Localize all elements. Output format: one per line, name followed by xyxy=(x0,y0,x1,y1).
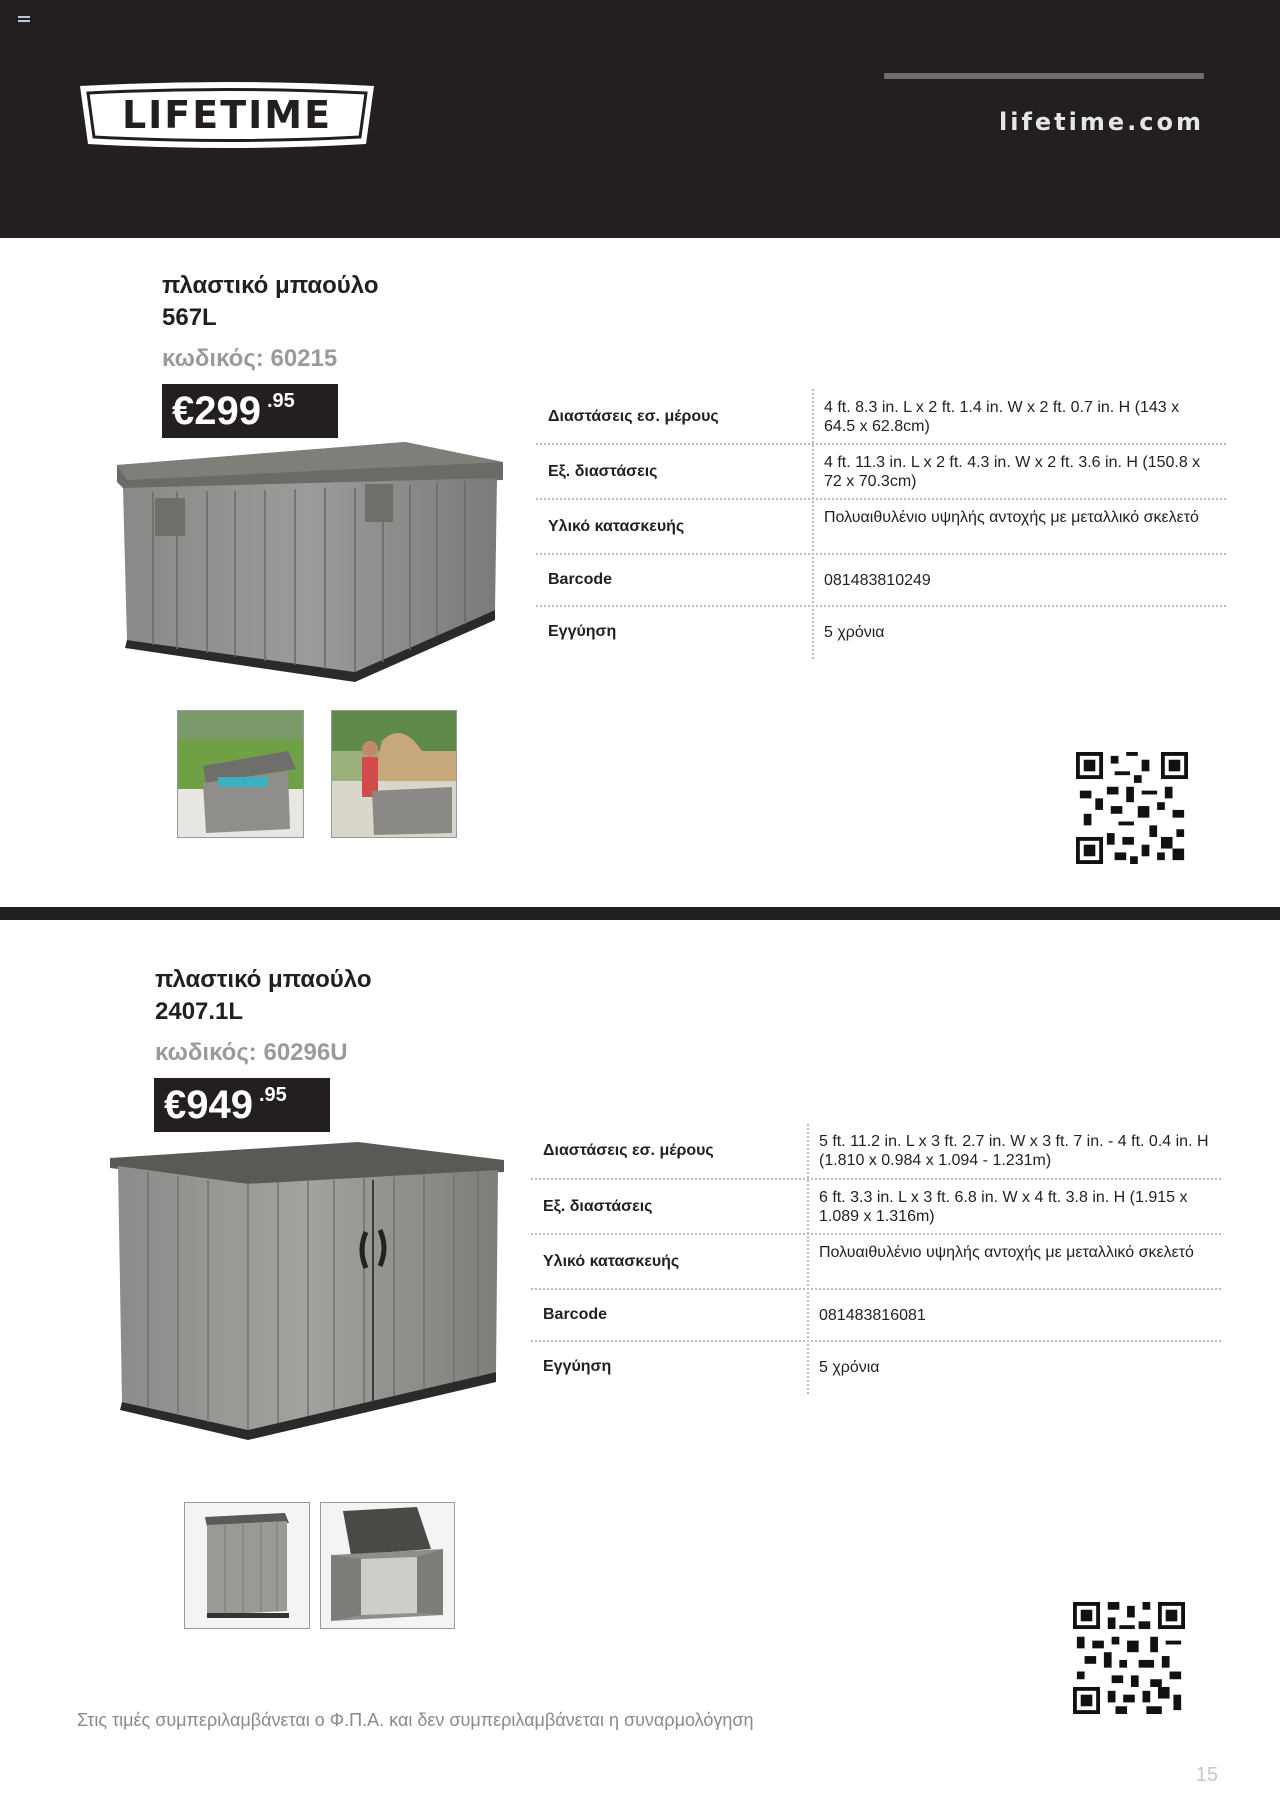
spec-label: Εξ. διαστάσεις xyxy=(543,1198,653,1215)
spec-value: 081483816081 xyxy=(819,1307,926,1324)
page-number: 15 xyxy=(1195,1764,1218,1786)
thumbnail-image xyxy=(178,711,303,837)
product-name: πλαστικό μπαούλο xyxy=(155,966,372,993)
brand-logo[interactable] xyxy=(76,80,378,150)
spec-label: Εγγύηση xyxy=(543,1358,612,1375)
spec-value: 5 χρόνια xyxy=(819,1359,880,1376)
product-title xyxy=(162,270,379,334)
product-image xyxy=(115,440,505,685)
price-main: €299 xyxy=(172,389,261,433)
spec-label: Barcode xyxy=(548,571,613,588)
spec-label: Διαστάσεις εσ. μέρους xyxy=(543,1142,714,1159)
spec-row xyxy=(536,445,1226,500)
product-thumbnail[interactable] xyxy=(177,710,304,838)
spec-row xyxy=(531,1342,1221,1392)
spec-label: Διαστάσεις εσ. μέρους xyxy=(548,408,719,425)
spec-label: Υλικό κατασκευής xyxy=(543,1253,680,1270)
price-main: €949 xyxy=(164,1083,253,1127)
qr-code-icon[interactable] xyxy=(1076,752,1188,864)
spec-value: 6 ft. 3.3 in. L x 3 ft. 6.8 in. W x 4 ft. 3.8 in. H (1.915 x 1.089 x 1.316m) xyxy=(819,1189,1188,1225)
spec-value: 4 ft. 11.3 in. L x 2 ft. 4.3 in. W x 2 ft. 3.6 in. H (150.8 x 72 x 70.3cm) xyxy=(824,454,1201,490)
spec-label: Εξ. διαστάσεις xyxy=(548,463,658,480)
spec-row xyxy=(531,1124,1221,1180)
product-thumbnail[interactable] xyxy=(184,1502,310,1629)
thumbnail-image xyxy=(185,1503,309,1628)
spec-label: Υλικό κατασκευής xyxy=(548,518,685,535)
spec-row xyxy=(531,1180,1221,1235)
product-name: πλαστικό μπαούλο xyxy=(162,272,379,299)
spec-value: Πολυαιθυλένιο υψηλής αντοχής με μεταλλικό σκελετό xyxy=(824,509,1199,526)
qr-code-icon[interactable] xyxy=(1073,1602,1185,1714)
vat-note: Στις τιμές συμπεριλαμβάνεται ο Φ.Π.Α. και δεν συμπεριλαμβάνεται η συναρμολόγηση xyxy=(77,1710,754,1730)
spec-value: 4 ft. 8.3 in. L x 2 ft. 1.4 in. W x 2 ft. 0.7 in. H (143 x 64.5 x 62.8cm) xyxy=(824,399,1180,435)
spec-value: 081483810249 xyxy=(824,572,931,589)
spec-row xyxy=(536,500,1226,555)
product-image xyxy=(108,1140,508,1440)
thumbnail-image xyxy=(332,711,456,837)
price-cents: .95 xyxy=(259,1084,287,1106)
spec-value: 5 χρόνια xyxy=(824,624,885,641)
product-code: κωδικός: 60215 xyxy=(162,345,338,372)
page-header xyxy=(0,0,1280,238)
spec-table xyxy=(531,1124,1221,1408)
spec-value: Πολυαιθυλένιο υψηλής αντοχής με μεταλλικό σκελετό xyxy=(819,1244,1194,1261)
spec-row xyxy=(536,607,1226,657)
price-tag xyxy=(162,384,338,438)
menu-icon[interactable] xyxy=(18,16,30,26)
spec-label: Barcode xyxy=(543,1306,608,1323)
price-tag xyxy=(154,1078,330,1132)
spec-row xyxy=(531,1290,1221,1342)
spec-table xyxy=(536,389,1226,673)
thumbnail-image xyxy=(321,1503,454,1628)
price-cents: .95 xyxy=(267,390,295,412)
spec-value: 5 ft. 11.2 in. L x 3 ft. 2.7 in. W x 3 ft. 7 in. - 4 ft. 0.4 in. H (1.810 x 0.984 x 1.094 - 1.231m) xyxy=(819,1133,1209,1169)
product-thumbnail[interactable] xyxy=(331,710,457,838)
spec-row xyxy=(536,555,1226,607)
spec-row xyxy=(536,389,1226,445)
spec-row xyxy=(531,1235,1221,1290)
header-divider xyxy=(884,73,1204,79)
product-capacity: 567L xyxy=(162,304,217,331)
spec-label: Εγγύηση xyxy=(548,623,617,640)
product-capacity: 2407.1L xyxy=(155,998,244,1025)
section-divider xyxy=(0,907,1280,920)
site-url[interactable]: lifetime.com xyxy=(999,108,1204,136)
product-title xyxy=(155,964,372,1028)
product-code: κωδικός: 60296U xyxy=(155,1039,348,1066)
brand-name: LIFETIME xyxy=(121,93,333,137)
product-thumbnail[interactable] xyxy=(320,1502,455,1629)
